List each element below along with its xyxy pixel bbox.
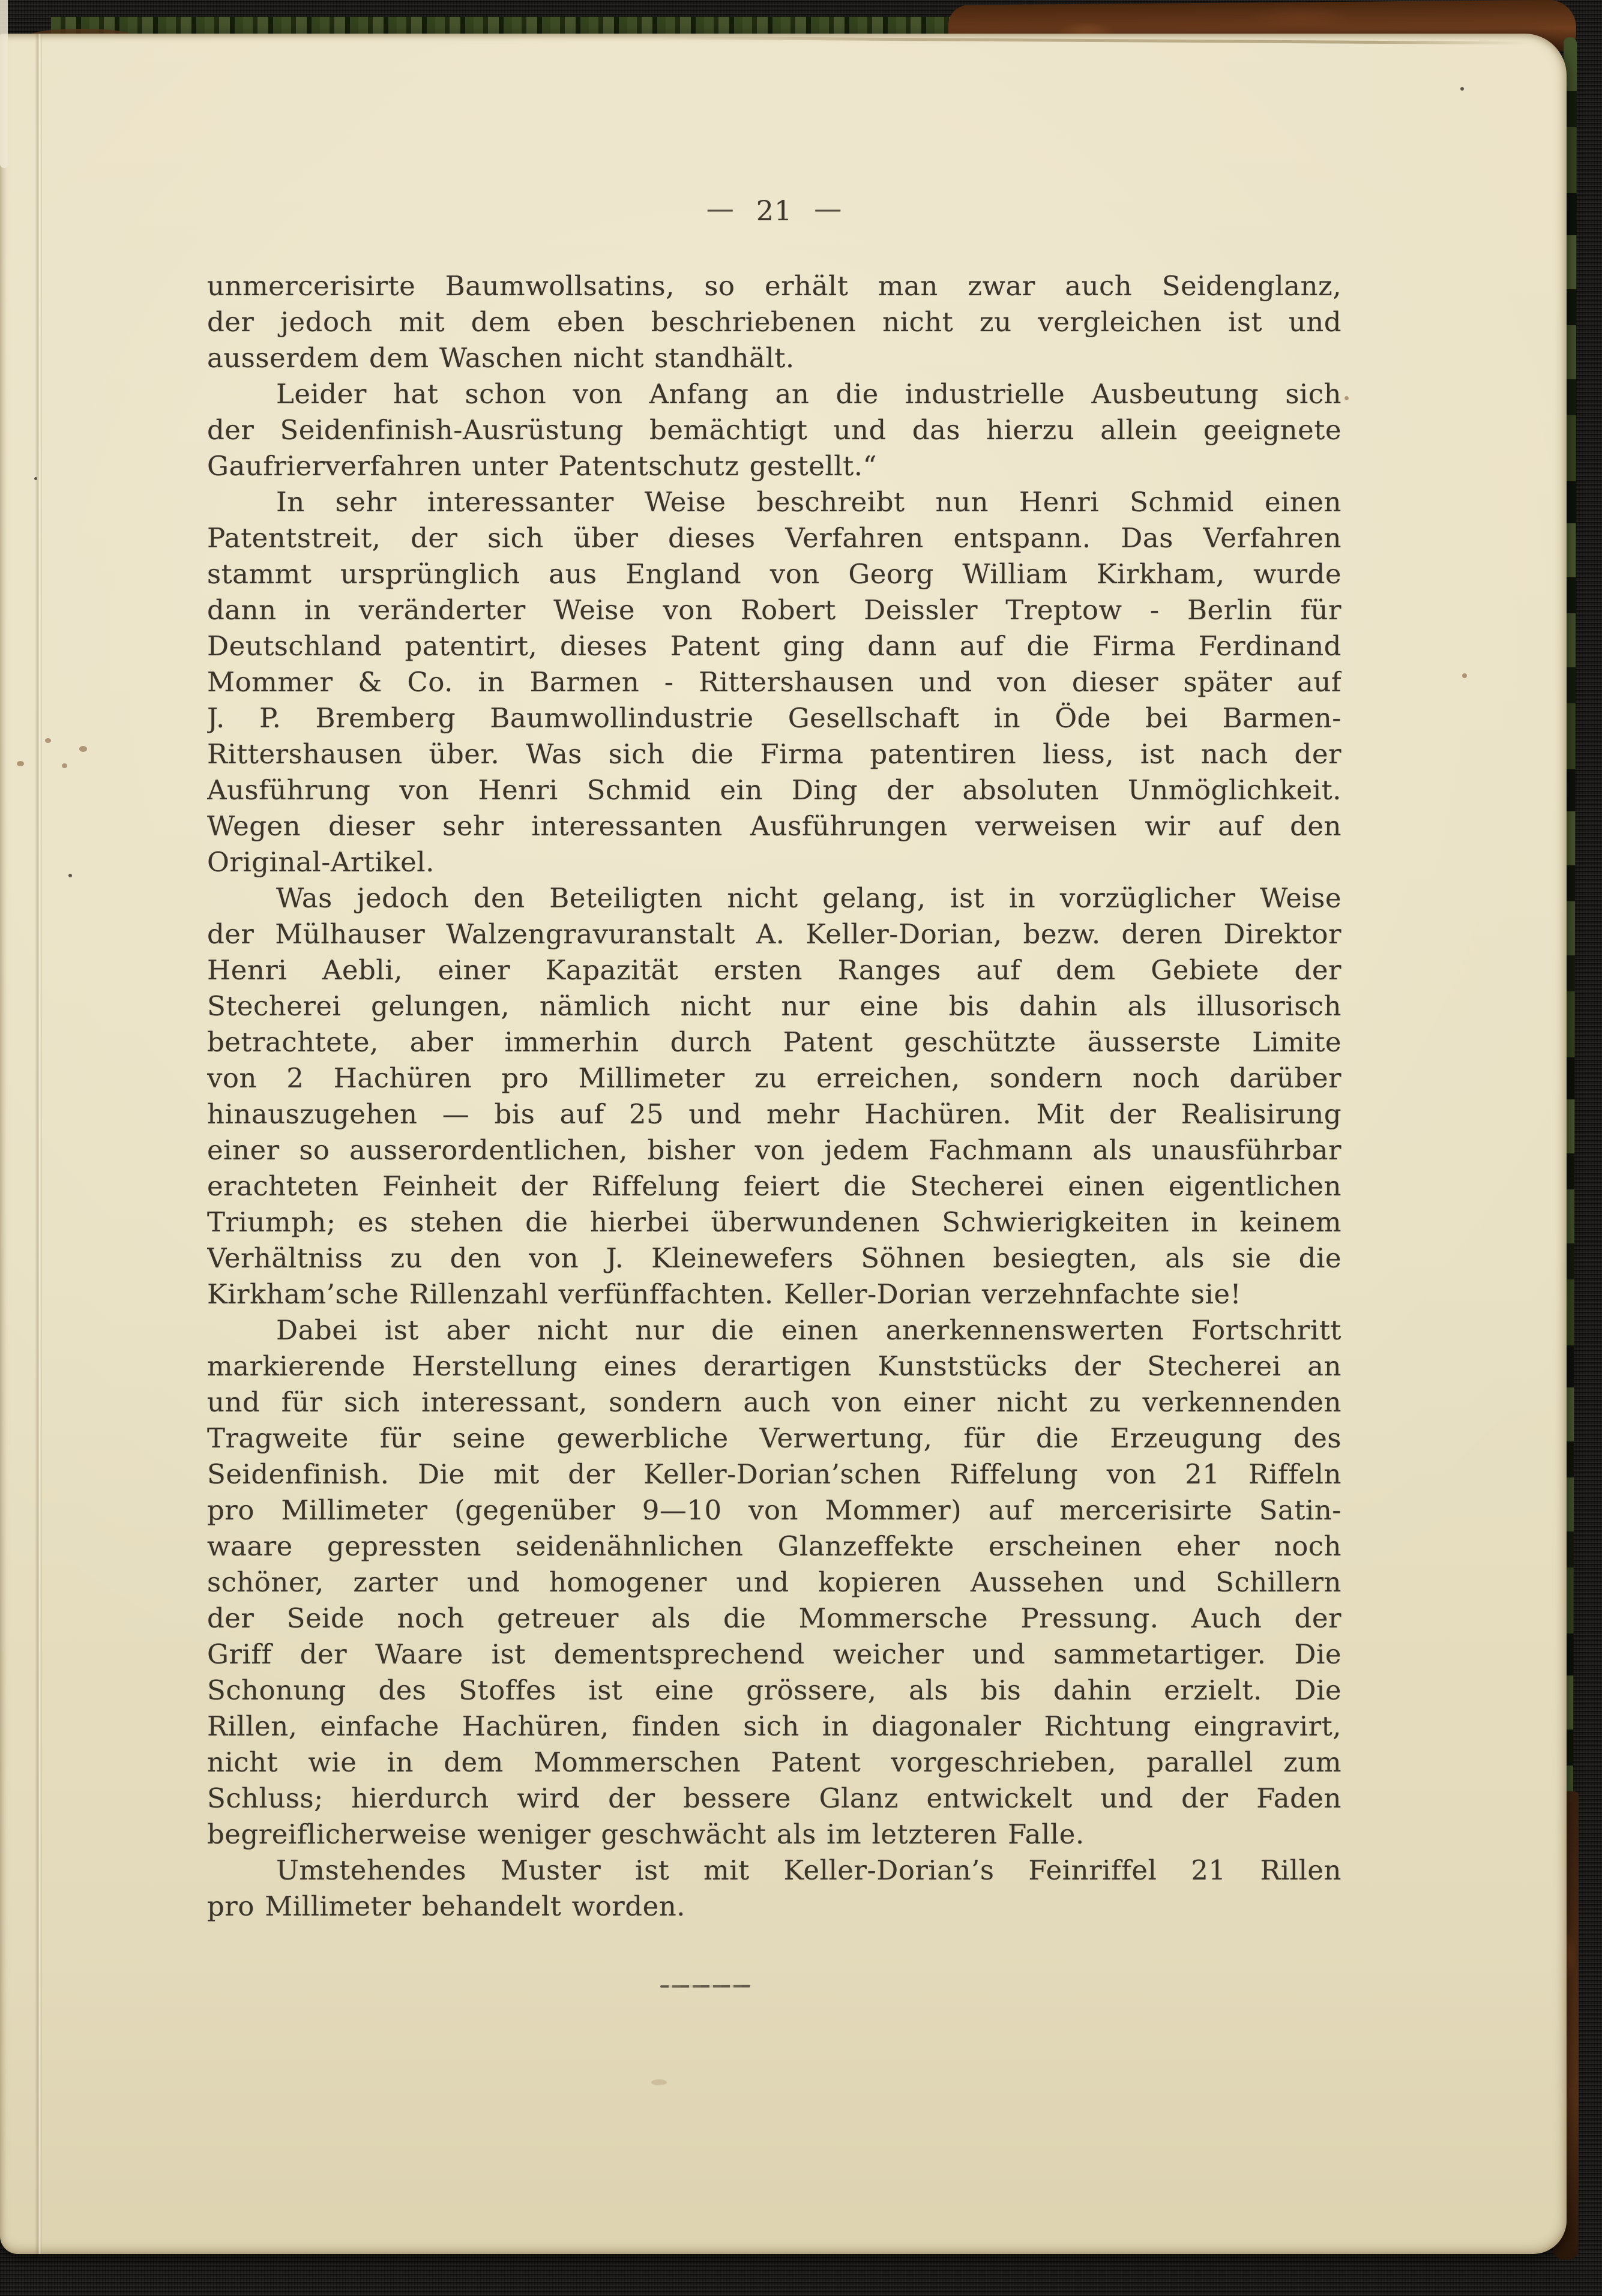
text-line: der jedoch mit dem eben beschriebenen nicht zu vergleichen ist und [207, 306, 1342, 338]
text-line: betrachtete, aber immerhin durch Patent geschützte äusserste Limite [207, 1026, 1342, 1058]
foxing-spot [17, 761, 24, 766]
foxing-spot [45, 738, 51, 743]
text-line: Was jedoch den Beteiligten nicht gelang, ist in vorzüglicher Weise [276, 882, 1342, 914]
text-line: erachteten Feinheit der Riffelung feiert die Stecherei einen eigentlichen [207, 1170, 1342, 1202]
text-line: Umstehendes Muster ist mit Keller-Dorian’s Feinriffel 21 Rillen [276, 1854, 1342, 1886]
page-header [207, 194, 1342, 227]
text-line: Leider hat schon von Anfang an die industrielle Ausbeutung sich [276, 378, 1342, 410]
text-line: markierende Herstellung eines derartigen Kunststücks der Stecherei an [207, 1350, 1342, 1382]
paper-smudge [651, 2079, 667, 2085]
text-line: ausserdem dem Waschen nicht standhält. [207, 342, 795, 374]
text-line: der Mülhauser Walzengravuranstalt A. Keller-Dorian, bezw. deren Direktor [207, 918, 1342, 950]
ink-speck [34, 477, 37, 480]
text-line: der Seidenfinish-Ausrüstung bemächtigt und das hierzu allein geeignete [207, 414, 1342, 446]
text-line: waare gepressten seidenähnlichen Glanzeffekte erscheinen eher noch [207, 1530, 1342, 1562]
text-line: Original-Artikel. [207, 846, 435, 878]
text-line: Schluss; hierdurch wird der bessere Glanz entwickelt und der Faden [207, 1782, 1342, 1814]
text-line: der Seide noch getreuer als die Mommersche Pressung. Auch der [207, 1602, 1342, 1634]
text-line: nicht wie in dem Mommerschen Patent vorgeschrieben, parallel zum [207, 1746, 1342, 1778]
text-line: Wegen dieser sehr interessanten Ausführungen verweisen wir auf den [207, 810, 1342, 842]
adjacent-page-sliver [0, 0, 8, 168]
text-line: Ausführung von Henri Schmid ein Ding der absoluten Unmöglichkeit. [207, 774, 1342, 806]
text-line: unmercerisirte Baumwollsatins, so erhält man zwar auch Seidenglanz, [207, 270, 1342, 302]
text-line: pro Millimeter (gegenüber 9—10 von Mommer) auf mercerisirte Satin- [207, 1494, 1342, 1526]
foxing-spot [79, 746, 87, 752]
text-line: Rillen, einfache Hachüren, finden sich in diagonaler Richtung eingravirt, [207, 1710, 1342, 1742]
text-line: pro Millimeter behandelt worden. [207, 1890, 685, 1922]
text-line: Henri Aebli, einer Kapazität ersten Ranges auf dem Gebiete der [207, 954, 1342, 986]
text-line: Rittershausen über. Was sich die Firma patentiren liess, ist nach der [207, 738, 1342, 770]
text-line: In sehr interessanter Weise beschreibt nun Henri Schmid einen [276, 486, 1342, 518]
text-line: von 2 Hachüren pro Millimeter zu erreichen, sondern noch darüber [207, 1062, 1342, 1094]
text-line: Tragweite für seine gewerbliche Verwertung, für die Erzeugung des [207, 1422, 1342, 1454]
foxing-spot [62, 763, 67, 768]
text-line: Stecherei gelungen, nämlich nicht nur eine bis dahin als illusorisch [207, 990, 1342, 1022]
text-line: J. P. Bremberg Baumwollindustrie Gesellschaft in Öde bei Barmen- [207, 702, 1342, 734]
ink-speck [68, 874, 72, 877]
page-number: 21 [756, 194, 793, 227]
text-line: Deutschland patentirt, dieses Patent ging dann auf die Firma Ferdinand [207, 630, 1342, 662]
text-line: und für sich interessant, sondern auch von einer nicht zu verkennenden [207, 1386, 1342, 1418]
text-line: einer so ausserordentlichen, bisher von jedem Fachmann als unausführbar [207, 1134, 1342, 1166]
foxing-spot [1345, 396, 1349, 400]
text-line: Griff der Waare ist dementsprechend weicher und sammetartiger. Die [207, 1638, 1342, 1670]
text-line: stammt ursprünglich aus England von Georg William Kirkham, wurde [207, 558, 1342, 590]
text-line: schöner, zarter und homogener und kopieren Aussehen und Schillern [207, 1566, 1342, 1598]
header-dash-right: — [814, 192, 843, 224]
text-line: Seidenfinish. Die mit der Keller-Dorian’schen Riffelung von 21 Riffeln [207, 1458, 1342, 1490]
foxing-spot [1462, 673, 1467, 678]
text-line: Mommer & Co. in Barmen - Rittershausen und von dieser später auf [207, 666, 1342, 698]
text-line: Verhältniss zu den von J. Kleinewefers Söhnen besiegten, als sie die [207, 1242, 1342, 1274]
text-line: Schonung des Stoffes ist eine grössere, als bis dahin erzielt. Die [207, 1674, 1342, 1706]
stacked-page-edge [658, 37, 1528, 45]
book-page [0, 34, 1567, 2254]
text-line: dann in veränderter Weise von Robert Deissler Treptow - Berlin für [207, 594, 1342, 626]
header-dash-left: — [706, 192, 735, 224]
text-line: begreiflicherweise weniger geschwächt als im letzteren Falle. [207, 1818, 1085, 1850]
section-divider [660, 1985, 750, 1988]
text-line: Dabei ist aber nicht nur die einen anerkennenswerten Fortschritt [276, 1314, 1342, 1346]
ink-speck [1460, 87, 1464, 91]
text-line: Gaufrierverfahren unter Patentschutz gestellt.“ [207, 450, 878, 482]
text-line: Triumph; es stehen die hierbei überwundenen Schwierigkeiten in keinem [207, 1206, 1342, 1238]
text-line: hinauszugehen — bis auf 25 und mehr Hachüren. Mit der Realisirung [207, 1098, 1342, 1130]
text-line: Kirkham’sche Rillenzahl verfünffachten. Keller-Dorian verzehnfachte sie! [207, 1278, 1242, 1310]
body-text [207, 268, 1342, 1925]
page-crease [35, 34, 42, 2254]
text-line: Patentstreit, der sich über dieses Verfahren entspann. Das Verfahren [207, 522, 1342, 554]
